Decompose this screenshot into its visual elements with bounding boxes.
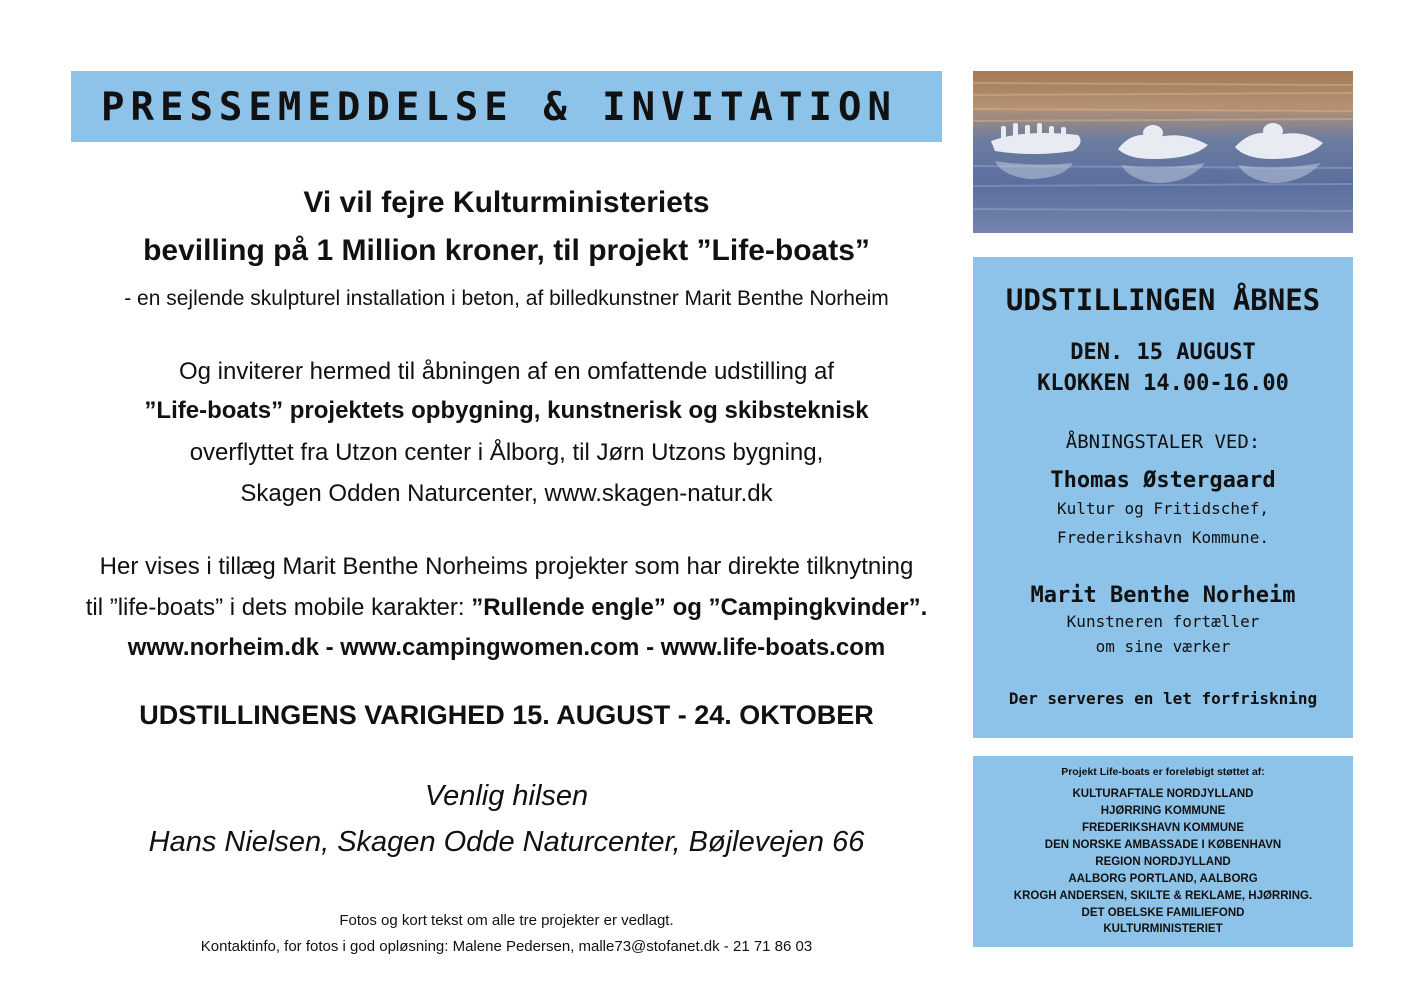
speaker-1-role-1: Kultur og Fritidschef, bbox=[1057, 499, 1269, 518]
opening-title: UDSTILLINGEN ÅBNES bbox=[1005, 283, 1321, 317]
sponsor-item: DET OBELSKE FAMILIEFOND bbox=[1081, 907, 1245, 919]
headline-line-2: bevilling på 1 Million kroner, til projekt ”Life-boats” bbox=[143, 234, 870, 267]
sponsor-item: AALBORG PORTLAND, AALBORG bbox=[1068, 873, 1258, 885]
sponsors-panel bbox=[973, 756, 1353, 947]
invite-line-2: ”Life-boats” projektets opbygning, kunstnerisk og skibsteknisk bbox=[144, 397, 869, 424]
opening-time: KLOKKEN 14.00-16.00 bbox=[1037, 371, 1289, 396]
sponsor-item: KULTURAFTALE NORDJYLLAND bbox=[1072, 788, 1254, 800]
extra-line-2-bold: ”Rullende engle” og ”Campingkvinder”. bbox=[471, 594, 928, 621]
speaker-2-role-2: om sine værker bbox=[1095, 637, 1231, 656]
extra-line-2 bbox=[71, 594, 942, 622]
extra-line-2-prefix: til ”life-boats” i dets mobile karakter: bbox=[85, 594, 472, 621]
opening-info-panel bbox=[973, 257, 1353, 738]
sculpture-photo bbox=[973, 71, 1353, 233]
speaker-2-name: Marit Benthe Norheim bbox=[1030, 583, 1296, 608]
sponsor-item: KULTURMINISTERIET bbox=[1103, 923, 1223, 935]
sponsors-title: Projekt Life-boats er foreløbigt støttet af: bbox=[1061, 766, 1265, 778]
invite-line-4: Skagen Odden Naturcenter, www.skagen-natur.dk bbox=[240, 480, 773, 507]
opening-date: DEN. 15 AUGUST bbox=[1070, 340, 1256, 365]
invite-line-3: overflyttet fra Utzon center i Ålborg, til Jørn Utzons bygning, bbox=[189, 439, 824, 466]
refreshment-note: Der serveres en let forfriskning bbox=[1008, 689, 1318, 708]
headline-line-1: Vi vil fejre Kulturministeriets bbox=[303, 186, 710, 219]
sponsor-item: FREDERIKSHAVN KOMMUNE bbox=[1081, 822, 1245, 834]
page-title: PRESSEMEDDELSE & INVITATION bbox=[101, 85, 897, 130]
project-links: www.norheim.dk - www.campingwomen.com - www.life-boats.com bbox=[127, 634, 886, 661]
speakers-label: ÅBNINGSTALER VED: bbox=[1065, 431, 1261, 453]
sponsor-item: KROGH ANDERSEN, SKILTE & REKLAME, HJØRRING. bbox=[1013, 890, 1313, 902]
speaker-1-role-2: Frederikshavn Kommune. bbox=[1057, 528, 1269, 547]
headline-subtitle: - en sejlende skulpturel installation i beton, af billedkunstner Marit Benthe Norheim bbox=[124, 287, 889, 310]
signature: Hans Nielsen, Skagen Odde Naturcenter, Bøjlevejen 66 bbox=[148, 826, 865, 858]
speaker-2-role-1: Kunstneren fortæller bbox=[1066, 612, 1260, 631]
sponsor-item: DEN NORSKE AMBASSADE I KØBENHAVN bbox=[1044, 839, 1282, 851]
speaker-1-name: Thomas Østergaard bbox=[1050, 468, 1276, 493]
extra-line-1: Her vises i tillæg Marit Benthe Norheims projekter som har direkte tilknytning bbox=[99, 553, 914, 580]
greeting: Venlig hilsen bbox=[424, 780, 589, 812]
sponsor-item: REGION NORDJYLLAND bbox=[1095, 856, 1231, 868]
title-banner bbox=[71, 71, 942, 142]
footer-line-1: Fotos og kort tekst om alle tre projekter er vedlagt. bbox=[339, 912, 674, 929]
exhibition-duration: UDSTILLINGENS VARIGHED 15. AUGUST - 24. OKTOBER bbox=[139, 700, 874, 730]
footer-line-2: Kontaktinfo, for fotos i god opløsning: Malene Pedersen, malle73@stofanet.dk - 21 71 86 03 bbox=[200, 938, 813, 955]
invite-line-1: Og inviterer hermed til åbningen af en omfattende udstilling af bbox=[178, 358, 835, 385]
sponsor-item: HJØRRING KOMMUNE bbox=[1100, 805, 1226, 817]
